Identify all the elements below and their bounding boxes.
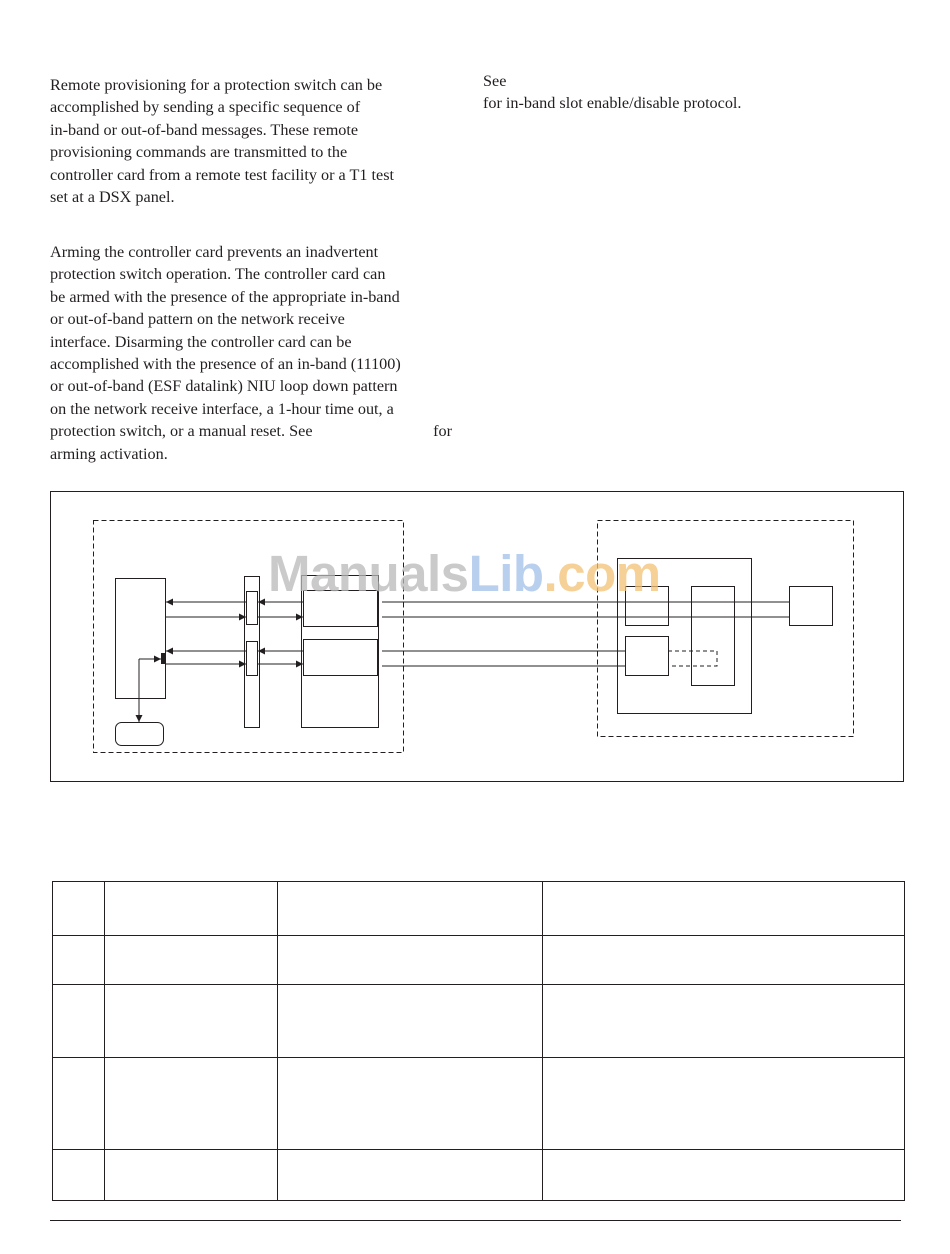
line-card-upper — [304, 591, 378, 627]
slot-see-text: See — [483, 72, 507, 90]
watermark-part-manuals: Manuals — [268, 545, 469, 602]
slot-rest-text: for in-band slot enable/disable protocol. — [483, 94, 742, 113]
figure-frame — [51, 492, 904, 782]
rounded-terminal-block — [116, 723, 164, 746]
remote-loop-block — [692, 587, 735, 686]
text-line: accomplished by sending a specific sequence of — [50, 98, 361, 117]
table-cell — [543, 985, 905, 1058]
footer-rule — [50, 1220, 901, 1221]
line-card-column-block — [302, 576, 379, 728]
table-cell — [543, 936, 905, 985]
table-row — [53, 936, 905, 985]
remote-site-dashed-box — [598, 521, 854, 737]
text-line: be armed with the presence of the appropriate in-band — [50, 287, 400, 306]
far-end-block — [790, 587, 833, 626]
table-cell — [278, 1058, 543, 1150]
remote-port-lower — [626, 637, 669, 676]
arming-for-text: for — [433, 422, 452, 441]
table-cell — [53, 936, 105, 985]
text-line: Arming the controller card prevents an inadvertent — [50, 243, 379, 261]
table-row — [53, 1150, 905, 1201]
controller-shelf-dashed-box — [94, 521, 404, 753]
watermark-part-lib: Lib — [468, 545, 544, 602]
table-cell — [105, 985, 278, 1058]
controller-card-block — [116, 579, 166, 699]
watermark-part-com: .com — [543, 545, 661, 602]
remote-port-upper — [626, 587, 669, 626]
text-line: on the network receive interface, a 1-hour time out, a — [50, 399, 394, 418]
table-cell — [105, 936, 278, 985]
empty-table-container — [52, 881, 905, 1201]
text-line: in-band or out-of-band messages. These remote — [50, 120, 359, 139]
table-cell — [53, 882, 105, 936]
empty-table — [52, 881, 905, 1201]
arming-see-text: protection switch, or a manual reset. See — [50, 422, 313, 441]
table-row — [53, 882, 905, 936]
table-cell — [105, 1150, 278, 1201]
table-row — [53, 1058, 905, 1150]
bus-connector-upper — [247, 592, 258, 625]
text-line: protection switch operation. The controller card can — [50, 265, 386, 284]
table-cell — [53, 985, 105, 1058]
text-line: or out-of-band (ESF datalink) NIU loop down pattern — [50, 377, 398, 396]
table-cell — [105, 1058, 278, 1150]
table-cell — [278, 1150, 543, 1201]
bus-connector-lower — [247, 642, 258, 676]
text-line: interface. Disarming the controller card can be — [50, 332, 352, 351]
dashed-loop-lower — [668, 651, 717, 666]
table-cell — [105, 882, 278, 936]
table-cell — [53, 1058, 105, 1150]
text-line: accomplished with the presence of an in-band (11100) — [50, 355, 401, 374]
line-card-lower — [304, 640, 378, 676]
table-cell — [543, 1150, 905, 1201]
table-cell — [278, 936, 543, 985]
table-cell — [543, 1058, 905, 1150]
text-line: or out-of-band pattern on the network receive — [50, 310, 345, 329]
text-line: arming activation. — [50, 444, 168, 463]
controller-port-marker — [161, 653, 166, 664]
text-line: Remote provisioning for a protection switch can be — [50, 76, 383, 94]
text-line: provisioning commands are transmitted to the — [50, 143, 348, 162]
text-line: set at a DSX panel. — [50, 188, 175, 207]
table-cell — [53, 1150, 105, 1201]
table-cell — [278, 882, 543, 936]
table-row — [53, 985, 905, 1058]
table-cell — [278, 985, 543, 1058]
table-cell — [543, 882, 905, 936]
text-line: controller card from a remote test facility or a T1 test — [50, 165, 394, 184]
